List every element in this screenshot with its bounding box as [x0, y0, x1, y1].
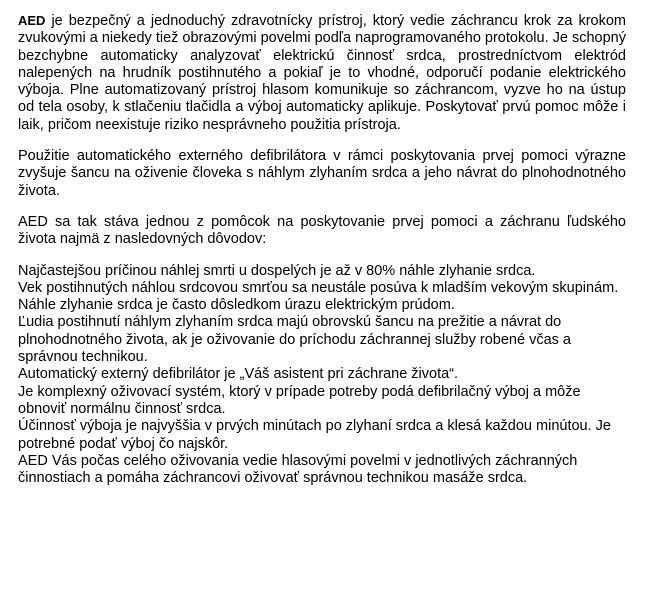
aed-usage-paragraph: Použitie automatického externého defibrilátora v rámci poskytovania prvej pomoci výrazne zvyšuje šancu na oživenie človeka s náhlym zlyhaním srdca a jeho návrat do plnohodnotného života.: [18, 148, 626, 199]
aed-intro-paragraph: [18, 12, 626, 134]
reason-item: Najčastejšou príčinou náhlej smrti u dospelých je až v 80% náhle zlyhanie srdca.: [18, 262, 536, 279]
reason-item: Účinnosť výboja je najvyššia v prvých minútach po zlyhaní srdca a klesá každou minútou. Je potrebné podať výboj čo najskôr.: [18, 418, 611, 452]
reason-item: Ľudia postihnutí náhlym zlyhaním srdca majú obrovskú šancu na prežitie a návrat do plnohodnotného života, ak je oživovanie do príchodu záchrannej služby robené včas a správnou technikou.: [18, 314, 571, 366]
reason-item: Automatický externý defibrilátor je „Váš asistent pri záchrane života“.: [18, 366, 459, 383]
aed-reasons-intro: AED sa tak stáva jednou z pomôcok na poskytovanie prvej pomoci a záchranu ľudského života najmä z nasledovných dôvodov:: [18, 213, 626, 248]
aed-term: AED: [18, 13, 46, 28]
aed-intro-text: je bezpečný a jednoduchý zdravotnícky prístroj, ktorý vedie záchrancu krok za krokom zvukovými a niekedy tiež obrazovými povelmi podľa naprogramovaného protokolu. Je schopný bezchybne automaticky analyzovať elektrickú činnosť srdca, prostredníctvom elektród nalepených na hrudník postihnutého a pokiaľ je to vhodné, odporučí podanie elektrického výboja. Plne automatizovaný prístroj hlasom komunikuje so záchrancom, vyzve ho na ústup od tela osoby, k stlačeniu tlačidla a výboj automaticky aplikuje. Poskytovať prvú pomoc môže i laik, pričom neexistuje riziko nesprávneho použitia prístroja.: [18, 13, 626, 133]
reason-item: Náhle zlyhanie srdca je často dôsledkom úrazu elektrickým prúdom.: [18, 297, 455, 314]
reasons-list: [18, 263, 626, 488]
reason-item: Vek postihnutých náhlou srdcovou smrťou sa neustále posúva k mladším vekovým skupinám.: [18, 279, 619, 296]
document-body: [18, 12, 626, 487]
reason-item: AED Vás počas celého oživovania vedie hlasovými povelmi v jednotlivých záchranných činnostiach a pomáha záchrancovi oživovať správnou technikou masáže srdca.: [18, 452, 578, 487]
reason-item: Je komplexný oživovací systém, ktorý v prípade potreby podá defibrilačný výboj a môže obnoviť normálnu činnosť srdca.: [18, 383, 581, 417]
